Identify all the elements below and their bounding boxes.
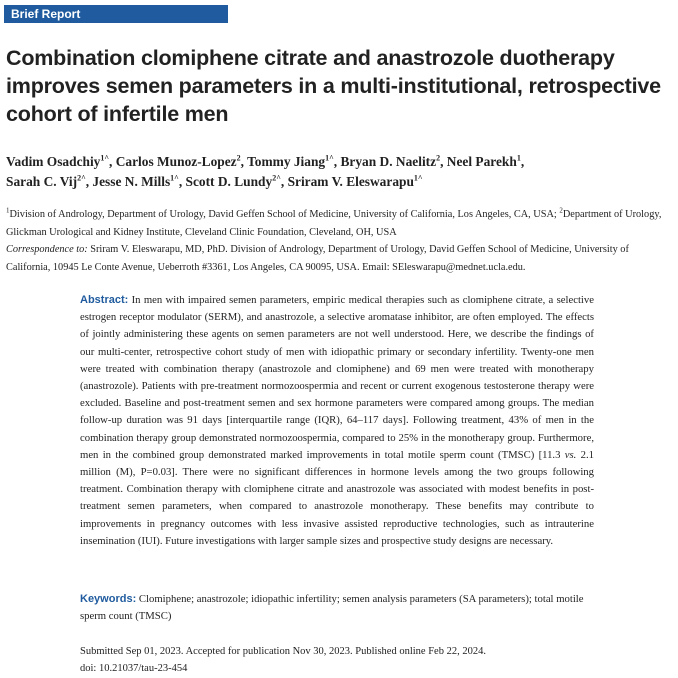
keywords xyxy=(80,591,594,625)
author-affiliation-marker: 1 xyxy=(516,153,521,163)
author-name: Jesse N. Mills xyxy=(92,174,171,189)
author xyxy=(340,154,446,169)
author xyxy=(247,154,340,169)
abstract-text-continued: 2.1 million (M), P=0.03]. There were no significant differences in hormone levels among the two groups following treatment. Combination therapy with clomiphene citrate and anastrozole was associated with modest benefits in post-treatment semen parameters, when compared to anastrozole monotherapy. These benefits may contribute to improvements in pregnancy outcomes with less invasive assisted reproductive technologies, such as intrauterine insemination (IUI). Future investigations with larger sample sizes and prospective study designs are necessary. xyxy=(80,448,595,547)
abstract-label: Abstract: xyxy=(80,294,129,306)
author-affiliation-marker: 2^ xyxy=(272,173,281,183)
author-separator: , xyxy=(85,174,93,189)
author-separator: , xyxy=(109,154,116,169)
article-title: Combination clomiphene citrate and anastrozole duotherapy improves semen parameters in a multi-institutional, retrospective cohort of infertile men xyxy=(6,46,661,126)
author xyxy=(288,174,423,189)
author-separator: , xyxy=(440,154,447,169)
keywords-label: Keywords: xyxy=(80,593,137,605)
author-affiliation-marker: 2 xyxy=(436,153,441,163)
affiliation-1: Division of Andrology, Department of Urology, David Geffen School of Medicine, University of California, Los Angeles, CA, USA; xyxy=(9,209,560,220)
author-list xyxy=(6,152,671,192)
author-name: Neel Parekh xyxy=(446,154,517,169)
doi: doi: 10.21037/tau-23-454 xyxy=(80,663,188,675)
affiliations xyxy=(6,206,672,276)
author-affiliation-marker: 2^ xyxy=(77,173,86,183)
author xyxy=(186,174,288,189)
author-affiliation-marker: 1^ xyxy=(413,173,423,183)
author-name: Tommy Jiang xyxy=(247,154,326,169)
author-name: Sarah C. Vij xyxy=(6,174,78,189)
abstract-vs: vs. xyxy=(564,448,577,461)
author xyxy=(447,154,524,169)
author xyxy=(6,154,116,169)
author xyxy=(116,154,247,169)
author-affiliation-marker: 1^ xyxy=(100,153,110,163)
author-separator: , xyxy=(333,154,341,169)
author-name: Vadim Osadchiy xyxy=(6,154,101,169)
author-separator: , xyxy=(280,174,288,189)
author-name: Carlos Munoz-Lopez xyxy=(115,154,237,169)
author-affiliation-marker: 1^ xyxy=(325,153,334,163)
abstract xyxy=(80,292,594,550)
author-separator: , xyxy=(520,154,525,169)
affiliation-2: Department of Urology, Glickman Urological and Kidney Institute, Cleveland Clinic Foundation, Cleveland, OH, USA xyxy=(6,209,662,238)
author-separator: , xyxy=(178,174,186,189)
affiliation-marker: 1 xyxy=(6,206,10,215)
author-name: Scott D. Lundy xyxy=(185,174,273,189)
affiliation-marker: 2 xyxy=(559,206,563,215)
abstract-text: In men with impaired semen parameters, empiric medical therapies such as clomiphene citrate, a selective estrogen receptor modulator (SERM), and anastrozole, a selective aromatase inhibitor, are often employed. The effects of jointly administering these agents on semen parameters are not well understood. Here, we describe the findings of our multi-center, retrospective cohort study of men with idiopathic primary or secondary infertility. Twenty-one men were treated with combination therapy (anastrozole and clomiphene) and 69 men were treated with monotherapy (anastrozole). Patients with pre-treatment normozoospermia and recent or current exogenous testosterone therapy were excluded. Baseline and post-treatment semen and sex hormone parameters were compared among groups. The median follow-up duration was 91 days [interquartile range (IQR), 64–117 days]. Following treatment, 43% of men in the combination therapy group demonstrated normozoospermia, compared to 25% in the monotherapy group. Furthermore, men in the combined group demonstrated marked improvements in total motile sperm count (TMSC) [11.3 xyxy=(80,294,594,461)
author-affiliation-marker: 2 xyxy=(236,153,241,163)
publication-info xyxy=(80,643,594,677)
author-separator: , xyxy=(240,154,248,169)
correspondence-text: Sriram V. Eleswarapu, MD, PhD. Division of Andrology, Department of Urology, David Geffen School of Medicine, University of California, 10945 Le Conte Avenue, Ueberroth #3361, Los Angeles, CA 90095, USA. Email: SEleswarapu@mednet.ucla.edu. xyxy=(6,244,629,273)
author-name: Bryan D. Naelitz xyxy=(340,154,437,169)
author-affiliation-marker: 1^ xyxy=(170,173,179,183)
correspondence-label: Correspondence to: xyxy=(6,244,88,255)
keywords-text: Clomiphene; anastrozole; idiopathic infertility; semen analysis parameters (SA parameters); total motile sperm count (TMSC) xyxy=(80,593,584,623)
publication-dates: Submitted Sep 01, 2023. Accepted for publication Nov 30, 2023. Published online Feb 22, 2024. xyxy=(80,646,486,657)
author-name: Sriram V. Eleswarapu xyxy=(287,174,414,189)
author xyxy=(6,174,92,189)
author xyxy=(92,174,185,189)
article-type-badge: Brief Report xyxy=(4,5,228,23)
